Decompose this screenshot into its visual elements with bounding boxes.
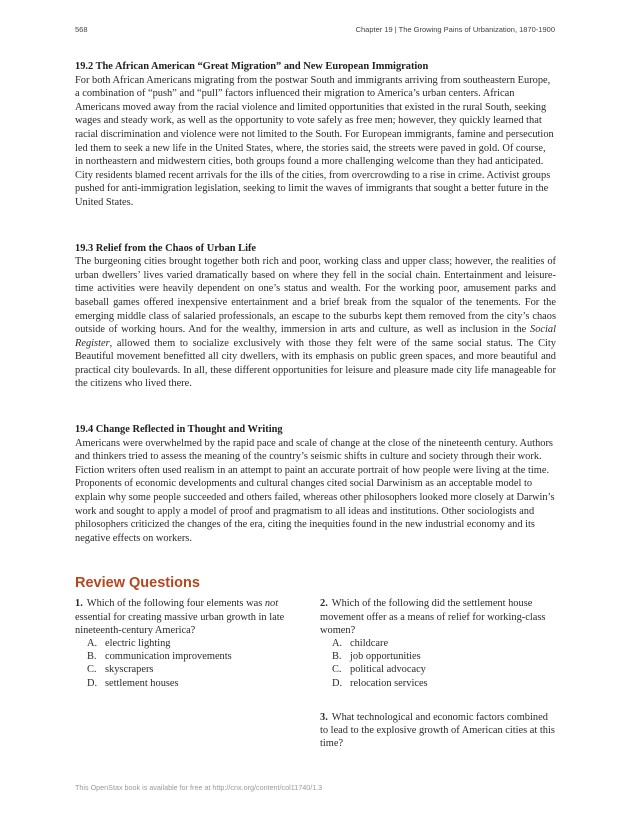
option-text: political advocacy xyxy=(350,664,426,676)
option-text: electric lighting xyxy=(105,638,171,650)
option-text: skyscrapers xyxy=(105,664,154,676)
answer-options xyxy=(320,637,556,690)
answer-option xyxy=(332,637,556,650)
option-text: childcare xyxy=(350,638,389,650)
question-number: 2. xyxy=(320,598,328,610)
question-italic-text: not xyxy=(264,598,279,610)
answer-option xyxy=(332,663,556,676)
answer-option xyxy=(87,677,311,690)
option-text: relocation services xyxy=(350,677,428,689)
question-column-left xyxy=(75,597,311,750)
option-letter: D. xyxy=(332,677,343,689)
review-questions xyxy=(75,597,556,750)
option-text: job opportunities xyxy=(350,651,421,663)
section-title: 19.3 Relief from the Chaos of Urban Life xyxy=(75,242,257,254)
question-text xyxy=(75,597,311,637)
section-19-3 xyxy=(75,242,556,392)
question-text xyxy=(320,597,556,637)
answer-option xyxy=(87,650,311,663)
answer-option xyxy=(87,663,311,676)
page-footer: This OpenStax book is available for free at http://cnx.org/content/col11740/1.3 xyxy=(75,783,323,792)
section-19-4 xyxy=(75,423,556,545)
section-title: 19.4 Change Reflected in Thought and Writing xyxy=(75,424,283,436)
question-2 xyxy=(320,597,556,689)
question-spacer xyxy=(320,690,556,711)
section-body: Americans were overwhelmed by the rapid pace and scale of change at the close of the nineteenth century. Authors and thinkers tried to assess the meaning of the country’s seismic shifts in culture and society through their work. Fiction writers often used realism in an attempt to paint an accurate portrait of how people were living at the time. Proponents of economic developments and cultural changes cited social Darwinism as an acceptable model to explain why some people succeeded and others failed, whereas other philosophers looked more closely at Darwin’s work and sought to apply a model of proof and pragmatism to all ideas and institutions. Other sociologists and philosophers criticized the changes of the era, citing the inequities found in the new industrial economy and its negative effects on workers. xyxy=(75,437,555,544)
page-number: 568 xyxy=(75,25,88,34)
question-text-part: essential for creating massive urban growth in late nineteenth-century America? xyxy=(75,611,285,636)
question-text-part: Which of the following four elements was xyxy=(86,598,265,610)
body-text: The burgeoning cities brought together both rich and poor, working class and upper class; however, the realities of urban dwellers’ lives varied dramatically based on where they fell in the social chain. Entertainment and leisure-time activities were heavily dependent on one’s status and wealth. For the working poor, amusement parks and baseball games offered inexpensive entertainment and a brief break from the squalor of the tenements. For the emerging middle class of salaried professionals, an escape to the suburbs kept them removed from the city’s chaos outside of working hours. And for the wealthy, immersion in arts and culture, as well as inclusion in the xyxy=(75,256,556,336)
page-header xyxy=(75,25,555,37)
review-questions-heading: Review Questions xyxy=(75,575,200,592)
question-1 xyxy=(75,597,311,689)
answer-option xyxy=(332,650,556,663)
answer-option xyxy=(87,637,311,650)
question-number: 3. xyxy=(320,711,328,723)
option-letter: A. xyxy=(87,638,98,650)
option-letter: C. xyxy=(332,664,342,676)
section-body xyxy=(75,255,556,391)
question-number: 1. xyxy=(75,598,83,610)
question-text-part: Which of the following did the settlement house movement offer as a means of relief for working-class women? xyxy=(320,598,546,636)
option-letter: B. xyxy=(87,651,97,663)
option-text: settlement houses xyxy=(105,677,179,689)
body-text: , allowed them to socialize exclusively with those they felt were of the same social status. The City Beautiful movement benefitted all city dwellers, with its emphasis on public green spaces, and more beautiful and practical city boulevards. In all, these different opportunities for leisure and pleasure made city life manageable for the citizens who lived there. xyxy=(75,337,556,390)
question-column-right xyxy=(320,597,556,750)
answer-option xyxy=(332,677,556,690)
question-text-part: What technological and economic factors combined to lead to the explosive growth of American cities at this time? xyxy=(320,711,555,750)
section-title: 19.2 The African American “Great Migration” and New European Immigration xyxy=(75,61,429,72)
option-letter: B. xyxy=(332,651,342,663)
body-italic-text: Social Register xyxy=(75,324,556,349)
page-content xyxy=(75,60,556,750)
section-body: For both African Americans migrating from the postwar South and immigrants arriving from southeastern Europe, a combination of “push” and “pull” factors influenced their migration to America’s urban centers. African Americans moved away from the racial violence and limited opportunities that existed in the rural South, seeking wages and steady work, as well as the opportunity to vote safely as free men; however, they quickly learned that racial discrimination and violence were not limited to the South. For European immigrants, famine and persecution led them to seek a new life in the United States, where, the stories said, the streets were paved in gold. Of course, in northeastern and midwestern cities, both groups found a more challenging welcome than they had anticipated. City residents blamed recent arrivals for the ills of the cities, from overcrowding to a rise in crime. Activist groups pushed for anti-immigration legislation, seeking to limit the waves of immigrants that sought a better future in the United States. xyxy=(75,74,554,208)
question-3 xyxy=(320,711,556,751)
running-head: Chapter 19 | The Growing Pains of Urbanization, 1870-1900 xyxy=(355,25,555,34)
option-letter: D. xyxy=(87,677,98,689)
option-letter: A. xyxy=(332,638,343,650)
option-text: communication improvements xyxy=(105,651,232,663)
answer-options xyxy=(75,637,311,690)
option-letter: C. xyxy=(87,664,97,676)
section-19-2 xyxy=(75,60,556,210)
question-text xyxy=(320,711,556,751)
